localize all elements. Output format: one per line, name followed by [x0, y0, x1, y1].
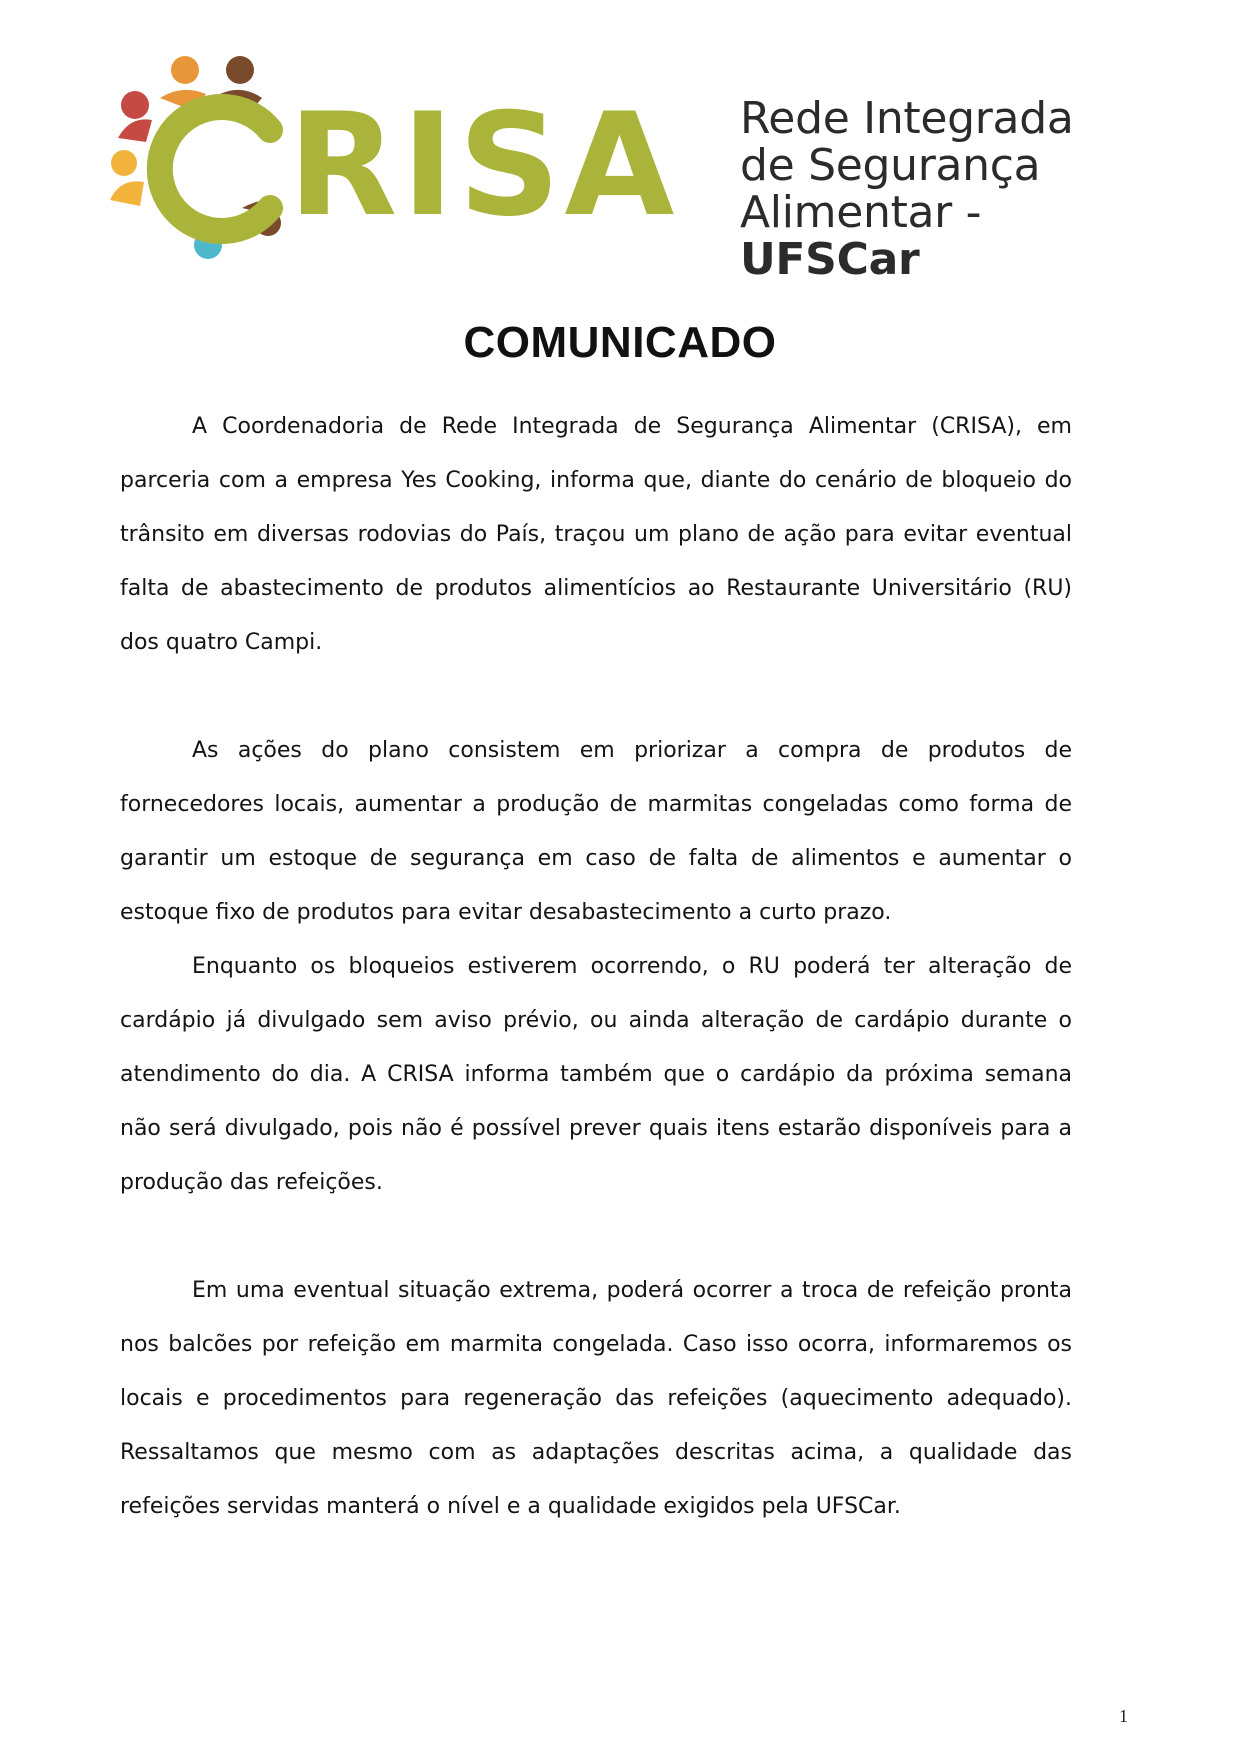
tagline-ufscar: UFSCar [740, 234, 920, 285]
logo-letter-c [160, 107, 270, 231]
paragraph-4: Em uma eventual situação extrema, poderá ocorrer a troca de refeição pronta nos balcões por refeição em marmita congelada. Caso isso ocorra, informaremos os locais e procedimentos para regeneração das refeições (aquecimento adequado). Ressaltamos que mesmo com as adaptações descritas acima, a qualidade das refeições servidas manterá o nível e a qualidade exigidos pela UFSCar. [120, 1278, 1072, 1519]
paragraph-3: Enquanto os bloqueios estiverem ocorrendo, o RU poderá ter alteração de cardápio já divulgado sem aviso prévio, ou ainda alteração de cardápio durante o atendimento do dia. A CRISA informa também que o cardápio da próxima semana não será divulgado, pois não é possível prever quais itens estarão disponíveis para a produção das refeições. [120, 954, 1072, 1195]
tagline-line-1: Rede Integrada [740, 93, 1074, 144]
tagline-line-3-prefix: Alimentar - [740, 187, 982, 238]
paragraph-2: As ações do plano consistem em priorizar a compra de produtos de fornecedores locais, aumentar a produção de marmitas congeladas como forma de garantir um estoque de segurança em caso de falta de alimentos e aumentar o estoque fixo de produtos para evitar desabastecimento a curto prazo. [120, 738, 1072, 925]
crisa-logo [110, 50, 690, 290]
logo-letters: RISA [288, 83, 679, 248]
document-body [120, 400, 1072, 1534]
tagline-line-3 [740, 189, 1130, 283]
paragraph-1: A Coordenadoria de Rede Integrada de Segurança Alimentar (CRISA), em parceria com a empresa Yes Cooking, informa que, diante do cenário de bloqueio do trânsito em diversas rodovias do País, traçou um plano de ação para evitar eventual falta de abastecimento de produtos alimentícios ao Restaurante Universitário (RU) dos quatro Campi. [120, 414, 1072, 655]
tagline-line-2: de Segurança [740, 140, 1041, 191]
letterhead [110, 50, 1130, 290]
figure-yellow [110, 150, 144, 206]
figure-red [118, 91, 152, 142]
logo-tagline [740, 95, 1130, 283]
page-number: 1 [1119, 1706, 1128, 1726]
document-title: COMUNICADO [463, 318, 777, 367]
